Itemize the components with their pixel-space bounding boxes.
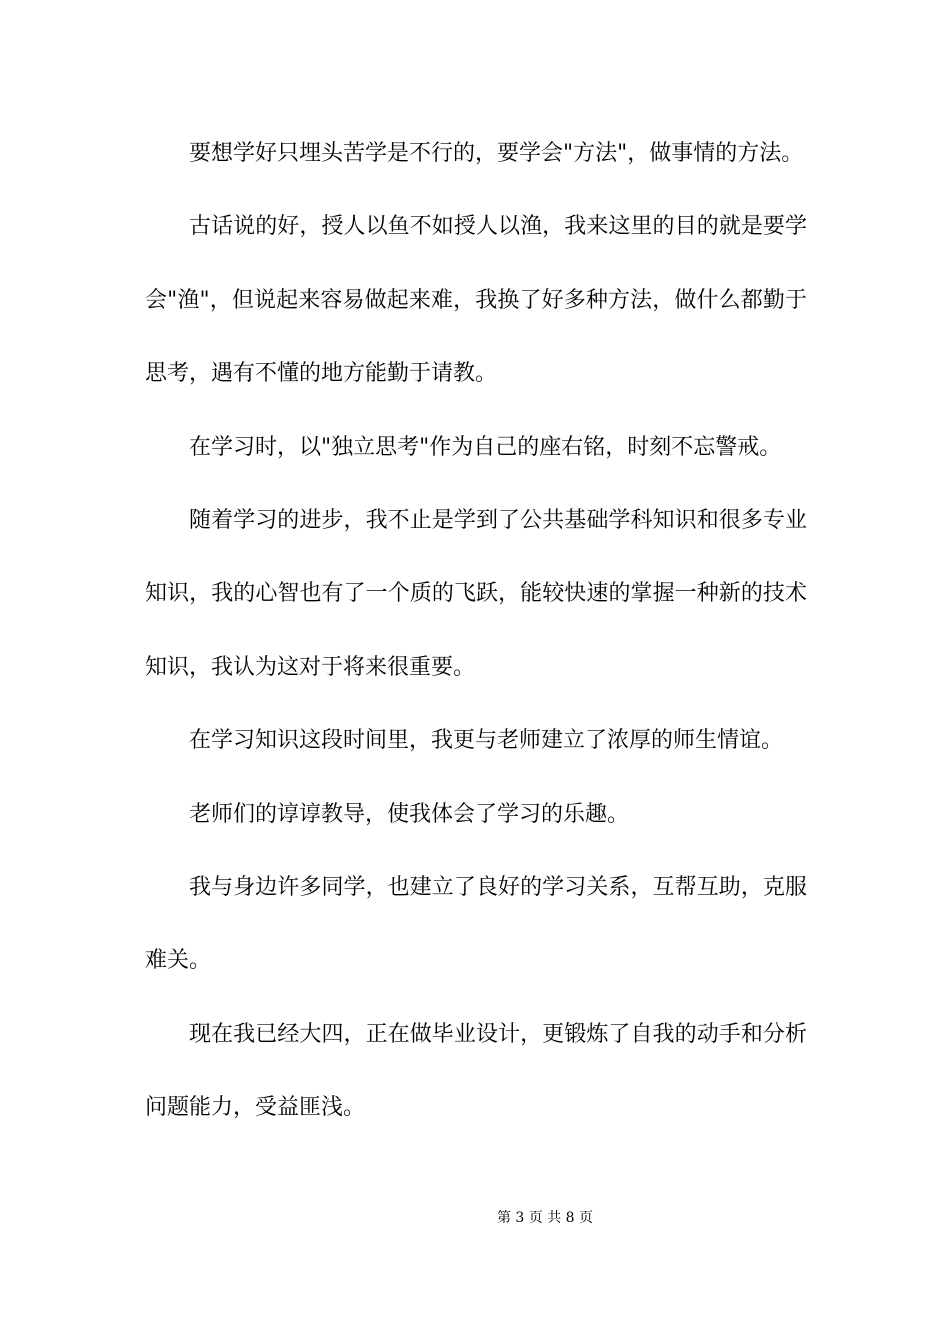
paragraph-1: 要想学好只埋头苦学是不行的，要学会"方法"，做事情的方法。	[189, 141, 804, 166]
paragraph-3: 在学习时，以"独立思考"作为自己的座右铭，时刻不忘警戒。	[189, 434, 782, 460]
page-number: 第 3 页 共 8 页	[496, 1210, 594, 1226]
paragraph-4: 随着学习的进步，我不止是学到了公共基础学科知识和很多专业知识，我的心智也有了一个质的飞跃，能较快速的掌握一种新的技术知识，我认为这对于将来很重要。	[145, 508, 807, 680]
page-footer	[0, 1208, 950, 1228]
paragraph-8: 现在我已经大四，正在做毕业设计，更锻炼了自我的动手和分析问题能力，受益匪浅。	[145, 1021, 807, 1121]
document-body	[145, 117, 807, 1145]
paragraph-2: 古话说的好，授人以鱼不如授人以渔，我来这里的目的就是要学会"渔"，但说起来容易做起来难，我换了好多种方法，做什么都勤于思考，遇有不懂的地方能勤于请教。	[145, 214, 807, 387]
paragraph-7: 我与身边许多同学，也建立了良好的学习关系，互帮互助，克服难关。	[145, 875, 807, 974]
paragraph-6: 老师们的谆谆教导，使我体会了学习的乐趣。	[189, 801, 630, 827]
paragraph-5: 在学习知识这段时间里，我更与老师建立了浓厚的师生情谊。	[189, 728, 784, 754]
